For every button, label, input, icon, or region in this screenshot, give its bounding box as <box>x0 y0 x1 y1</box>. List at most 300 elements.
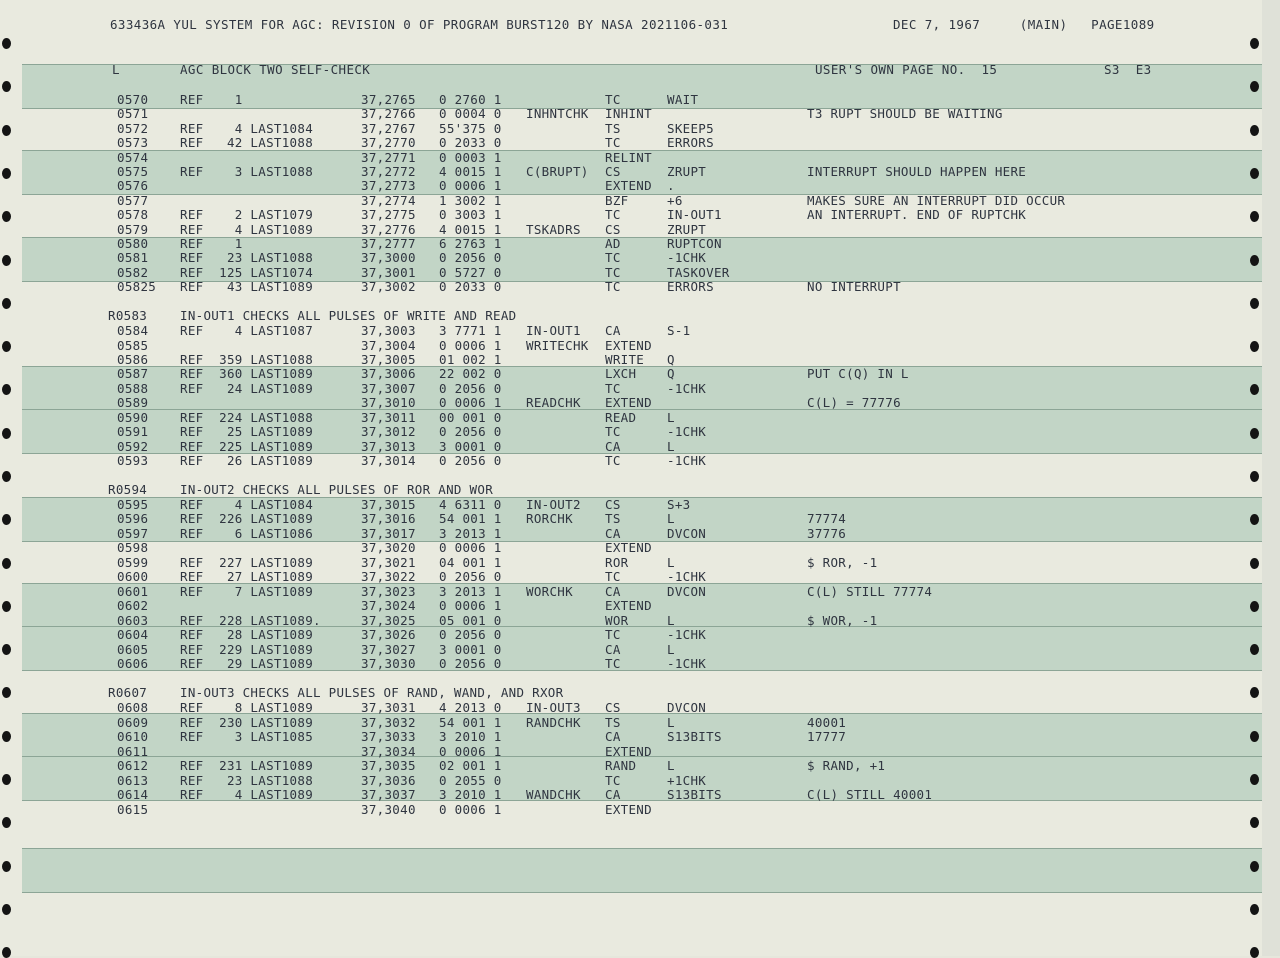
row-op: EXTEND <box>605 598 652 613</box>
row-ref: REF 359 LAST1088 <box>180 352 314 367</box>
row-operand: Q <box>667 352 675 367</box>
listing-row <box>0 598 1262 613</box>
row-ref: REF 230 LAST1089 <box>180 715 314 730</box>
row-label: C(BRUPT) <box>526 164 589 179</box>
row-code: 4 2013 0 <box>439 700 502 715</box>
row-ref: REF 6 LAST1086 <box>180 526 314 541</box>
row-addr: 37,2770 <box>361 135 416 150</box>
feed-hole <box>2 687 11 698</box>
row-line: 0574 <box>117 150 149 165</box>
row-addr: 37,3033 <box>361 729 416 744</box>
feed-hole <box>1250 947 1259 958</box>
row-ref: REF 26 LAST1089 <box>180 453 314 468</box>
row-addr: 37,2774 <box>361 193 416 208</box>
row-ref: REF 23 LAST1088 <box>180 773 314 788</box>
section-title: IN-OUT3 CHECKS ALL PULSES OF RAND, WAND, AND RXOR <box>180 685 564 700</box>
user-page-number: USER'S OWN PAGE NO. 15 <box>815 62 998 77</box>
row-code: 0 2056 0 <box>439 453 502 468</box>
row-line: 0600 <box>117 569 149 584</box>
row-ref: REF 228 LAST1089. <box>180 613 321 628</box>
row-operand: IN-OUT1 <box>667 207 722 222</box>
section-id: R0607 <box>108 685 148 700</box>
row-operand: -1CHK <box>667 569 707 584</box>
row-code: 55'375 0 <box>439 121 502 136</box>
row-addr: 37,3010 <box>361 395 416 410</box>
listing-row <box>0 106 1262 121</box>
row-ref: REF 27 LAST1089 <box>180 569 314 584</box>
row-ref: REF 229 LAST1089 <box>180 642 314 657</box>
listing-row <box>0 323 1262 338</box>
row-comment: $ RAND, +1 <box>807 758 886 773</box>
listing-row <box>0 338 1262 353</box>
row-code: 4 0015 1 <box>439 164 502 179</box>
row-operand: L <box>667 555 675 570</box>
row-line: 0593 <box>117 453 149 468</box>
row-code: 0 0006 1 <box>439 178 502 193</box>
row-operand: S13BITS <box>667 787 722 802</box>
row-operand: -1CHK <box>667 381 707 396</box>
listing-row <box>0 656 1262 671</box>
row-op: RAND <box>605 758 637 773</box>
row-code: 0 5727 0 <box>439 265 502 280</box>
row-addr: 37,3001 <box>361 265 416 280</box>
row-ref: REF 4 LAST1087 <box>180 323 314 338</box>
row-line: 0581 <box>117 250 149 265</box>
row-op: TC <box>605 92 621 107</box>
row-operand: DVCON <box>667 526 707 541</box>
row-comment: MAKES SURE AN INTERRUPT DID OCCUR <box>807 193 1066 208</box>
row-addr: 37,3024 <box>361 598 416 613</box>
row-op: CA <box>605 526 621 541</box>
listing-row <box>0 453 1262 468</box>
row-addr: 37,3003 <box>361 323 416 338</box>
row-addr: 37,3032 <box>361 715 416 730</box>
row-addr: 37,3017 <box>361 526 416 541</box>
row-code: 4 0015 1 <box>439 222 502 237</box>
row-addr: 37,2776 <box>361 222 416 237</box>
row-comment: 77774 <box>807 511 847 526</box>
row-op: CS <box>605 497 621 512</box>
row-operand: RUPTCON <box>667 236 722 251</box>
row-operand: WAIT <box>667 92 699 107</box>
listing-row <box>0 715 1262 730</box>
feed-hole <box>2 38 11 49</box>
paper-edge <box>1262 0 1280 956</box>
row-operand: Q <box>667 366 675 381</box>
row-comment: AN INTERRUPT. END OF RUPTCHK <box>807 207 1027 222</box>
row-op: TC <box>605 135 621 150</box>
row-line: 05825 <box>117 279 157 294</box>
row-comment: T3 RUPT SHOULD BE WAITING <box>807 106 1003 121</box>
row-code: 0 2055 0 <box>439 773 502 788</box>
row-op: RELINT <box>605 150 652 165</box>
row-op: TC <box>605 773 621 788</box>
green-band <box>22 848 1262 892</box>
feed-hole <box>2 817 11 828</box>
row-ref: REF 28 LAST1089 <box>180 627 314 642</box>
row-addr: 37,3020 <box>361 540 416 555</box>
row-line: 0610 <box>117 729 149 744</box>
row-operand: -1CHK <box>667 250 707 265</box>
row-line: 0614 <box>117 787 149 802</box>
row-ref: REF 43 LAST1089 <box>180 279 314 294</box>
row-op: CA <box>605 729 621 744</box>
row-line: 0582 <box>117 265 149 280</box>
row-line: 0591 <box>117 424 149 439</box>
row-op: TS <box>605 511 621 526</box>
row-code: 3 0001 0 <box>439 642 502 657</box>
row-operand: DVCON <box>667 700 707 715</box>
row-ref: REF 226 LAST1089 <box>180 511 314 526</box>
row-code: 0 2056 0 <box>439 381 502 396</box>
row-operand: ZRUPT <box>667 222 707 237</box>
feed-hole <box>1250 817 1259 828</box>
row-comment: C(L) STILL 77774 <box>807 584 933 599</box>
row-addr: 37,3022 <box>361 569 416 584</box>
row-label: RANDCHK <box>526 715 581 730</box>
row-label: RORCHK <box>526 511 573 526</box>
feed-hole <box>1250 298 1259 309</box>
row-line: 0577 <box>117 193 149 208</box>
row-code: 0 2760 1 <box>439 92 502 107</box>
row-comment: C(L) = 77776 <box>807 395 901 410</box>
row-ref: REF 227 LAST1089 <box>180 555 314 570</box>
listing-row <box>0 758 1262 773</box>
row-code: 22 002 0 <box>439 366 502 381</box>
listing-row <box>0 236 1262 251</box>
row-ref: REF 360 LAST1089 <box>180 366 314 381</box>
row-addr: 37,2767 <box>361 121 416 136</box>
row-op: BZF <box>605 193 629 208</box>
row-operand: L <box>667 410 675 425</box>
listing-row <box>0 352 1262 367</box>
row-addr: 37,3036 <box>361 773 416 788</box>
listing-row <box>0 265 1262 280</box>
row-addr: 37,3012 <box>361 424 416 439</box>
listing-row <box>0 540 1262 555</box>
listing-row <box>0 729 1262 744</box>
row-ref: REF 1 <box>180 92 243 107</box>
row-addr: 37,2771 <box>361 150 416 165</box>
section-id: R0594 <box>108 482 148 497</box>
block-title: AGC BLOCK TWO SELF-CHECK <box>180 62 371 77</box>
listing-row <box>0 164 1262 179</box>
row-op: TC <box>605 279 621 294</box>
row-line: 0613 <box>117 773 149 788</box>
row-op: CA <box>605 787 621 802</box>
listing-row <box>0 613 1262 628</box>
row-operand: L <box>667 439 675 454</box>
row-comment: PUT C(Q) IN L <box>807 366 909 381</box>
row-addr: 37,2772 <box>361 164 416 179</box>
row-addr: 37,3004 <box>361 338 416 353</box>
row-operand: ERRORS <box>667 135 714 150</box>
row-line: 0589 <box>117 395 149 410</box>
row-label: READCHK <box>526 395 581 410</box>
row-line: 0606 <box>117 656 149 671</box>
row-op: TS <box>605 715 621 730</box>
page-header-date: DEC 7, 1967 (MAIN) PAGE1089 <box>893 17 1155 32</box>
row-line: 0575 <box>117 164 149 179</box>
listing-row <box>0 222 1262 237</box>
row-operand: L <box>667 715 675 730</box>
page-header-title: 633436A YUL SYSTEM FOR AGC: REVISION 0 OF PROGRAM BURST120 BY NASA 2021106-031 <box>110 17 729 32</box>
row-op: WRITE <box>605 352 645 367</box>
row-line: 0588 <box>117 381 149 396</box>
row-comment: 37776 <box>807 526 847 541</box>
row-code: 3 2010 1 <box>439 729 502 744</box>
section-title: IN-OUT1 CHECKS ALL PULSES OF WRITE AND READ <box>180 308 517 323</box>
feed-hole <box>1250 687 1259 698</box>
row-addr: 37,3031 <box>361 700 416 715</box>
row-line: 0597 <box>117 526 149 541</box>
row-op: EXTEND <box>605 178 652 193</box>
row-code: 1 3002 1 <box>439 193 502 208</box>
row-addr: 37,2766 <box>361 106 416 121</box>
row-addr: 37,3016 <box>361 511 416 526</box>
row-op: CS <box>605 164 621 179</box>
row-ref: REF 2 LAST1079 <box>180 207 314 222</box>
row-code: 0 2033 0 <box>439 135 502 150</box>
row-addr: 37,3030 <box>361 656 416 671</box>
listing-row <box>0 381 1262 396</box>
listing-row <box>0 787 1262 802</box>
row-operand: ERRORS <box>667 279 714 294</box>
listing-row <box>0 497 1262 512</box>
row-code: 3 0001 0 <box>439 439 502 454</box>
row-line: 0605 <box>117 642 149 657</box>
row-line: 0572 <box>117 121 149 136</box>
row-addr: 37,3023 <box>361 584 416 599</box>
row-addr: 37,3027 <box>361 642 416 657</box>
row-code: 04 001 1 <box>439 555 502 570</box>
row-code: 3 2010 1 <box>439 787 502 802</box>
row-op: READ <box>605 410 637 425</box>
listing-row <box>0 424 1262 439</box>
listing-row <box>0 439 1262 454</box>
row-code: 0 2056 0 <box>439 250 502 265</box>
row-label: INHNTCHK <box>526 106 589 121</box>
row-code: 0 0006 1 <box>439 598 502 613</box>
listing-row <box>0 802 1262 817</box>
row-code: 3 2013 1 <box>439 584 502 599</box>
listing-row <box>0 526 1262 541</box>
row-operand: S-1 <box>667 323 691 338</box>
row-operand: L <box>667 758 675 773</box>
row-addr: 37,3034 <box>361 744 416 759</box>
row-addr: 37,3000 <box>361 250 416 265</box>
row-addr: 37,3037 <box>361 787 416 802</box>
row-code: 0 2056 0 <box>439 424 502 439</box>
feed-hole <box>1250 471 1259 482</box>
listing-row <box>0 642 1262 657</box>
row-label: IN-OUT2 <box>526 497 581 512</box>
row-comment: NO INTERRUPT <box>807 279 901 294</box>
row-line: 0573 <box>117 135 149 150</box>
listing-row <box>0 250 1262 265</box>
row-ref: REF 231 LAST1089 <box>180 758 314 773</box>
row-label: WORCHK <box>526 584 573 599</box>
listing-row <box>0 584 1262 599</box>
row-op: CS <box>605 222 621 237</box>
row-addr: 37,3005 <box>361 352 416 367</box>
row-line: 0578 <box>117 207 149 222</box>
listing-row <box>0 178 1262 193</box>
row-ref: REF 224 LAST1088 <box>180 410 314 425</box>
row-operand: -1CHK <box>667 627 707 642</box>
row-line: 0599 <box>117 555 149 570</box>
row-op: EXTEND <box>605 744 652 759</box>
row-line: 0598 <box>117 540 149 555</box>
row-addr: 37,3014 <box>361 453 416 468</box>
row-line: 0603 <box>117 613 149 628</box>
row-line: 0571 <box>117 106 149 121</box>
row-comment: C(L) STILL 40001 <box>807 787 933 802</box>
row-op: INHINT <box>605 106 652 121</box>
row-comment: 17777 <box>807 729 847 744</box>
row-addr: 37,3007 <box>361 381 416 396</box>
row-line: 0612 <box>117 758 149 773</box>
listing-row <box>0 744 1262 759</box>
listing-row <box>0 511 1262 526</box>
row-operand: ZRUPT <box>667 164 707 179</box>
row-line: 0615 <box>117 802 149 817</box>
row-op: TC <box>605 250 621 265</box>
row-op: TC <box>605 627 621 642</box>
row-line: 0601 <box>117 584 149 599</box>
row-line: 0586 <box>117 352 149 367</box>
row-code: 0 2056 0 <box>439 656 502 671</box>
row-code: 01 002 1 <box>439 352 502 367</box>
row-ref: REF 3 LAST1085 <box>180 729 314 744</box>
row-ref: REF 8 LAST1089 <box>180 700 314 715</box>
feed-hole <box>2 861 11 872</box>
row-addr: 37,3013 <box>361 439 416 454</box>
row-ref: REF 23 LAST1088 <box>180 250 314 265</box>
row-line: 0609 <box>117 715 149 730</box>
row-ref: REF 4 LAST1084 <box>180 121 314 136</box>
row-code: 0 0004 0 <box>439 106 502 121</box>
listing-row <box>0 773 1262 788</box>
row-operand: SKEEP5 <box>667 121 714 136</box>
row-addr: 37,2775 <box>361 207 416 222</box>
listing-row <box>0 627 1262 642</box>
row-op: TC <box>605 569 621 584</box>
row-code: 02 001 1 <box>439 758 502 773</box>
row-op: TS <box>605 121 621 136</box>
row-op: CA <box>605 323 621 338</box>
feed-hole <box>2 81 11 92</box>
listing-row <box>0 207 1262 222</box>
listing-row <box>0 193 1262 208</box>
row-ref: REF 4 LAST1084 <box>180 497 314 512</box>
feed-hole <box>1250 38 1259 49</box>
row-ref: REF 29 LAST1089 <box>180 656 314 671</box>
listing-row <box>0 410 1262 425</box>
row-addr: 37,3035 <box>361 758 416 773</box>
feed-hole <box>1250 861 1259 872</box>
row-code: 3 7771 1 <box>439 323 502 338</box>
row-operand: +1CHK <box>667 773 707 788</box>
row-op: CA <box>605 439 621 454</box>
row-op: EXTEND <box>605 338 652 353</box>
row-code: 0 0006 1 <box>439 802 502 817</box>
row-line: 0592 <box>117 439 149 454</box>
row-operand: +6 <box>667 193 683 208</box>
sheet-code: S3 E3 <box>1104 62 1152 77</box>
row-line: 0595 <box>117 497 149 512</box>
listing-row <box>0 121 1262 136</box>
listing-row <box>0 366 1262 381</box>
row-op: CS <box>605 700 621 715</box>
listing-row <box>0 555 1262 570</box>
row-line: 0590 <box>117 410 149 425</box>
row-line: 0602 <box>117 598 149 613</box>
row-line: 0580 <box>117 236 149 251</box>
listing-row <box>0 569 1262 584</box>
row-addr: 37,2765 <box>361 92 416 107</box>
row-op: EXTEND <box>605 802 652 817</box>
row-op: TC <box>605 381 621 396</box>
row-addr: 37,3026 <box>361 627 416 642</box>
row-op: ROR <box>605 555 629 570</box>
row-op: CA <box>605 642 621 657</box>
band-rule <box>22 848 1262 849</box>
row-addr: 37,3002 <box>361 279 416 294</box>
row-addr: 37,3025 <box>361 613 416 628</box>
row-code: 0 2056 0 <box>439 569 502 584</box>
row-addr: 37,3011 <box>361 410 416 425</box>
row-code: 0 2056 0 <box>439 627 502 642</box>
row-ref: REF 4 LAST1089 <box>180 222 314 237</box>
row-code: 4 6311 0 <box>439 497 502 512</box>
row-addr: 37,3040 <box>361 802 416 817</box>
row-ref: REF 4 LAST1089 <box>180 787 314 802</box>
row-operand: S+3 <box>667 497 691 512</box>
row-operand: L <box>667 511 675 526</box>
row-code: 0 0006 1 <box>439 744 502 759</box>
feed-hole <box>1250 904 1259 915</box>
row-line: 0608 <box>117 700 149 715</box>
row-code: 3 2013 1 <box>439 526 502 541</box>
row-operand: . <box>667 178 675 193</box>
listing-row <box>0 279 1262 294</box>
row-addr: 37,3021 <box>361 555 416 570</box>
row-op: AD <box>605 236 621 251</box>
row-label: IN-OUT1 <box>526 323 581 338</box>
row-code: 05 001 0 <box>439 613 502 628</box>
row-code: 6 2763 1 <box>439 236 502 251</box>
listing-row <box>0 700 1262 715</box>
row-op: EXTEND <box>605 395 652 410</box>
row-code: 0 0006 1 <box>439 395 502 410</box>
row-op: TC <box>605 207 621 222</box>
row-comment: 40001 <box>807 715 847 730</box>
row-ref: REF 125 LAST1074 <box>180 265 314 280</box>
row-op: TC <box>605 453 621 468</box>
row-addr: 37,2777 <box>361 236 416 251</box>
row-code: 54 001 1 <box>439 511 502 526</box>
row-label: TSKADRS <box>526 222 581 237</box>
row-operand: S13BITS <box>667 729 722 744</box>
row-line: 0584 <box>117 323 149 338</box>
feed-hole <box>2 904 11 915</box>
row-line: 0587 <box>117 366 149 381</box>
row-operand: TASKOVER <box>667 265 730 280</box>
listing-row <box>0 395 1262 410</box>
row-code: 0 2033 0 <box>439 279 502 294</box>
row-line: 0585 <box>117 338 149 353</box>
